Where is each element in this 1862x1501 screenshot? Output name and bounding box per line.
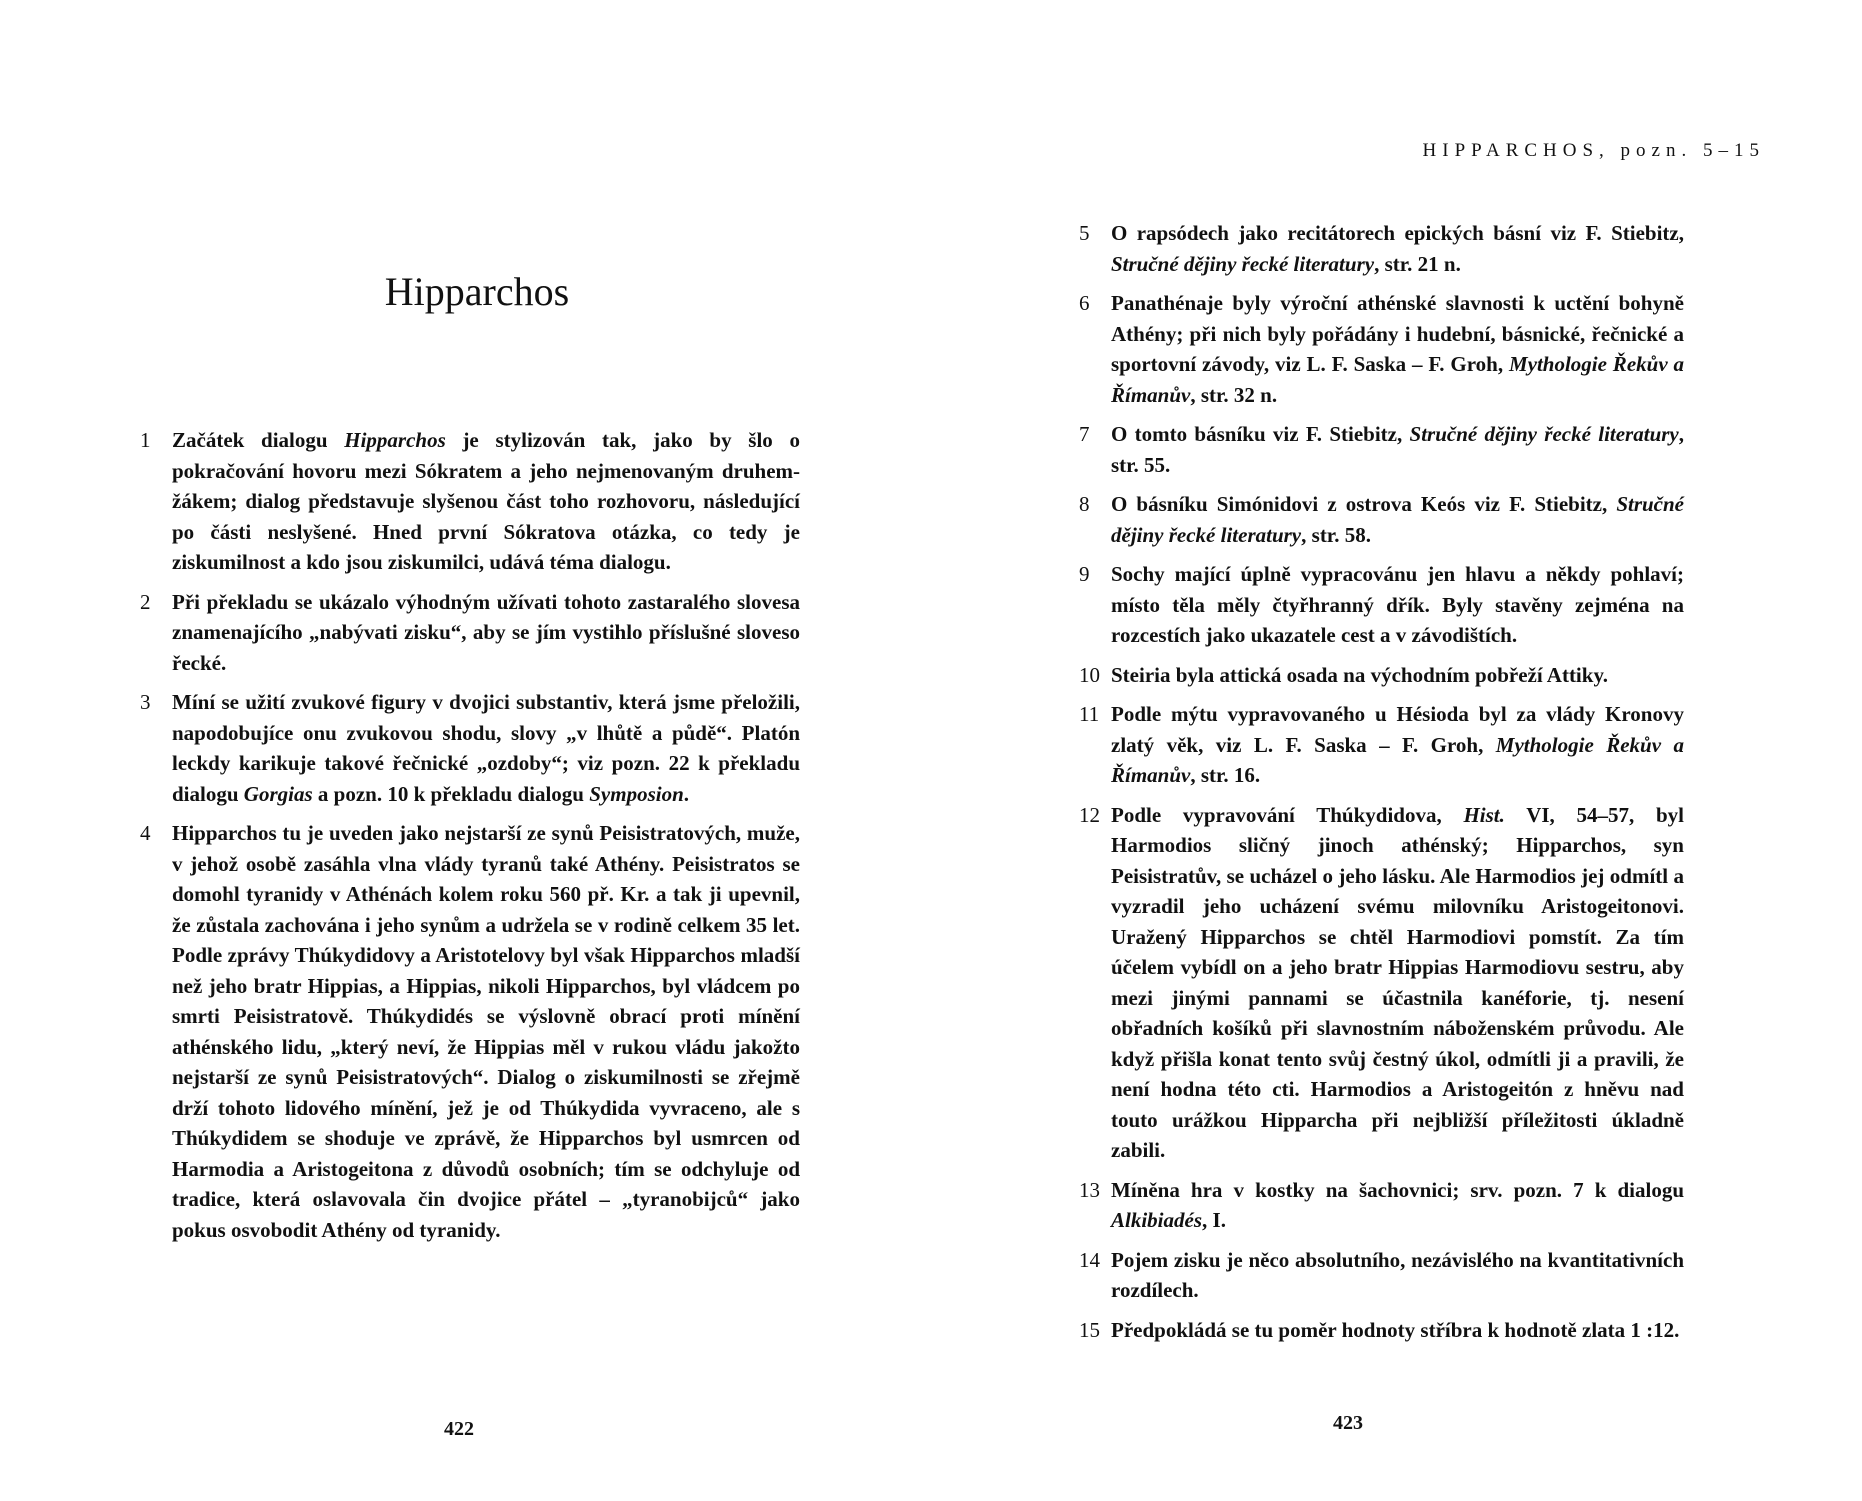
note-number: 13 — [1079, 1177, 1100, 1202]
note-item — [1079, 1175, 1684, 1236]
note-text — [1111, 218, 1684, 279]
notes-list-left — [140, 425, 800, 1254]
note-item — [1079, 660, 1684, 691]
note-text-run: , str. 55. — [1111, 422, 1684, 477]
note-text — [172, 687, 800, 809]
note-number: 2 — [140, 589, 151, 614]
right-page — [931, 0, 1862, 1501]
note-text-run: Hipparchos tu je uveden jako nejstarší ze synů Peisistratových, muže, v jehož osobě zasáhla vlna vlády tyranů také Athény. Peisistratos se domohl tyranidy v Athénách kolem roku 560 př. Kr. a tak ji upevnil, že zůstala zachována i jeho synům a udržela se v rodině celkem 35 let. Podle zprávy Thúkydidovy a Aristotelovy byl však Hipparchos mladší než jeho bratr Hippias, a Hippias, nikoli Hipparchos, byl vládcem po smrti Peisistratově. Thúkydidés se výslovně obrací proti mínění athénského lidu, „který neví, že Hippias měl v rukou vládu jakožto nejstarší ze synů Peisistratových“. Dialog o ziskumilnosti se zřejmě drží tohoto lidového mínění, jež je od Thúkydida vyvraceno, ale s Thúkydidem se shoduje ve zprávě, že Hipparchos byl usmrcen od Harmodia a Aristogeitona z důvodů osobních; tím se odchyluje od tradice, která oslavovala čin dvojice přátel – „tyranobijců“ jako pokus osvobodit Athény od tyranidy. — [172, 821, 800, 1242]
note-text-run: Podle mýtu vypravovaného u Hésioda byl za vlády Kronovy zlatý věk, viz L. F. Saska – F. Groh, — [1111, 702, 1684, 757]
note-text — [1111, 1245, 1684, 1306]
note-title-italic: Symposion — [589, 781, 684, 806]
note-title-italic: Hipparchos — [344, 428, 446, 452]
note-text-run: Pojem zisku je něco absolutního, nezávislého na kvantitativních rozdílech. — [1111, 1247, 1684, 1302]
page-number-right: 423 — [1333, 1412, 1363, 1434]
note-number: 9 — [1079, 562, 1090, 586]
note-text-run: Při překladu se ukázalo výhodným užívati tohoto zastaralého slovesa znamenajícího „nabývati zisku“, aby se jím vystihlo příslušné sloveso řecké. — [172, 589, 800, 675]
note-number: 1 — [140, 428, 151, 452]
note-item — [140, 818, 800, 1245]
note-text-run: Míněna hra v kostky na šachovnici; srv. pozn. 7 k dialogu — [1111, 1177, 1684, 1202]
note-item — [1079, 800, 1684, 1166]
note-text-run: , str. 16. — [1190, 763, 1261, 787]
note-item — [1079, 1315, 1684, 1346]
note-text — [1111, 800, 1684, 1166]
note-item — [1079, 218, 1684, 279]
note-text-run: je stylizován tak, jako by šlo o pokračování hovoru mezi Sókratem a jeho nejmenovaným druhem-žákem; dialog představuje slyšenou část toho rozhovoru, následující po části neslyšené. Hned první Sókratova otázka, co tedy je ziskumilnost a kdo jsou ziskumilci, udává téma dialogu. — [172, 428, 800, 574]
note-text-run: O tomto básníku viz F. Stiebitz, — [1111, 422, 1410, 446]
note-text-run: . — [683, 781, 690, 806]
note-text-run: Sochy mající úplně vypracovánu jen hlavu a někdy pohlaví; místo těla měly čtyřhranný dřík. Byly stavěny zejména na rozcestích jako ukazatele cest a v závodištích. — [1111, 562, 1684, 647]
note-text-run: a pozn. 10 k překladu dialogu — [312, 781, 590, 806]
note-text-run: Podle vypravování Thúkydidova, — [1111, 802, 1464, 827]
note-number: 4 — [140, 821, 151, 845]
note-text-run: , I. — [1202, 1208, 1226, 1232]
note-item — [1079, 699, 1684, 791]
note-text-run: , str. 32 n. — [1190, 382, 1278, 407]
note-title-italic: Stručné dějiny řecké literatury — [1111, 492, 1684, 547]
note-text — [1111, 419, 1684, 480]
note-number: 15 — [1079, 1317, 1100, 1342]
note-text-run: , str. 21 n. — [1374, 251, 1461, 276]
note-text — [172, 425, 800, 578]
note-text-run: , str. 58. — [1301, 522, 1371, 547]
note-text-run: O básníku Simónidovi z ostrova Keós viz F. Stiebitz, — [1111, 492, 1617, 516]
note-text-run: O rapsódech jako recitátorech epických básní viz F. Stiebitz, — [1111, 221, 1684, 245]
note-text-run: Steiria byla attická osada na východním pobřeží Attiky. — [1111, 662, 1609, 687]
note-title-italic: Hist. — [1463, 802, 1505, 827]
note-item — [1079, 559, 1684, 651]
note-text — [1111, 559, 1684, 651]
notes-list-right — [1079, 218, 1684, 1354]
note-text — [1111, 489, 1684, 550]
note-item — [140, 687, 800, 809]
note-title-italic: Mythologie Řekův a Římanův — [1111, 732, 1684, 787]
note-text-run: Panathénaje byly výroční athénské slavnosti k uctění bohyně Athény; při nich byly pořádány i hudební, básnické, řečnické a sportovní závody, viz L. F. Saska – F. Groh, — [1111, 291, 1684, 376]
note-number: 11 — [1079, 702, 1100, 726]
note-number: 14 — [1079, 1247, 1100, 1272]
note-text-run: VI, 54–57, byl Harmodios sličný jinoch athénský; Hipparchos, syn Peisistratův, se ucházel o jeho lásku. Ale Harmodios jej odmítl a vyzradil jeho ucházení svému milovníku Aristogeitonovi. Uražený Hipparchos se chtěl Harmodiovi pomstít. Za tím účelem vybídl on a jeho bratr Hippias Harmodiovu sestru, aby mezi jinými pannami se účastnila kanéforie, tj. nesení obřadních košíků při slavnostním náboženském průvodu. Ale když přišla konat tento svůj čestný úkol, odmítli ji a pravili, že není hodna této cti. Harmodios a Aristogeitón z hněvu nad touto urážkou Hipparcha při nejbližší příležitosti úkladně zabili. — [1111, 802, 1684, 1162]
note-item — [1079, 288, 1684, 410]
note-text-run: Míní se užití zvukové figury v dvojici substantiv, která jsme přeložili, napodobujíce onu zvukovou shodu, slovy „v lhůtě a půdě“. Platón leckdy karikuje takové řečnické „ozdoby“; viz pozn. 22 k překladu dialogu — [172, 690, 800, 806]
note-text — [1111, 288, 1684, 410]
note-number: 5 — [1079, 221, 1090, 245]
note-number: 12 — [1079, 802, 1100, 827]
note-number: 8 — [1079, 492, 1090, 516]
note-item — [140, 587, 800, 679]
page-number-left: 422 — [444, 1418, 474, 1440]
note-title-italic: Stručné dějiny řecké literatury — [1409, 422, 1679, 446]
note-number: 3 — [140, 690, 151, 714]
note-text — [172, 587, 800, 679]
running-head: HIPPARCHOS, pozn. 5–15 — [1422, 140, 1765, 161]
note-number: 10 — [1079, 662, 1100, 687]
note-item — [1079, 1245, 1684, 1306]
note-title-italic: Gorgias — [243, 781, 313, 806]
note-text — [1111, 699, 1684, 791]
note-item — [1079, 489, 1684, 550]
note-item — [140, 425, 800, 578]
note-text-run: Předpokládá se tu poměr hodnoty stříbra k hodnotě zlata 1 :12. — [1111, 1317, 1680, 1342]
note-text — [172, 818, 800, 1245]
note-text — [1111, 1175, 1684, 1236]
note-item — [1079, 419, 1684, 480]
note-text-run: Začátek dialogu — [172, 428, 345, 452]
note-title-italic: Stručné dějiny řecké literatury — [1111, 251, 1375, 276]
note-number: 7 — [1079, 422, 1090, 446]
note-text — [1111, 660, 1684, 691]
note-title-italic: Mythologie Řekův a Římanův — [1111, 352, 1684, 407]
note-title-italic: Alkibiadés — [1111, 1208, 1203, 1232]
note-text — [1111, 1315, 1684, 1346]
note-number: 6 — [1079, 291, 1090, 315]
chapter-title: Hipparchos — [384, 269, 570, 314]
